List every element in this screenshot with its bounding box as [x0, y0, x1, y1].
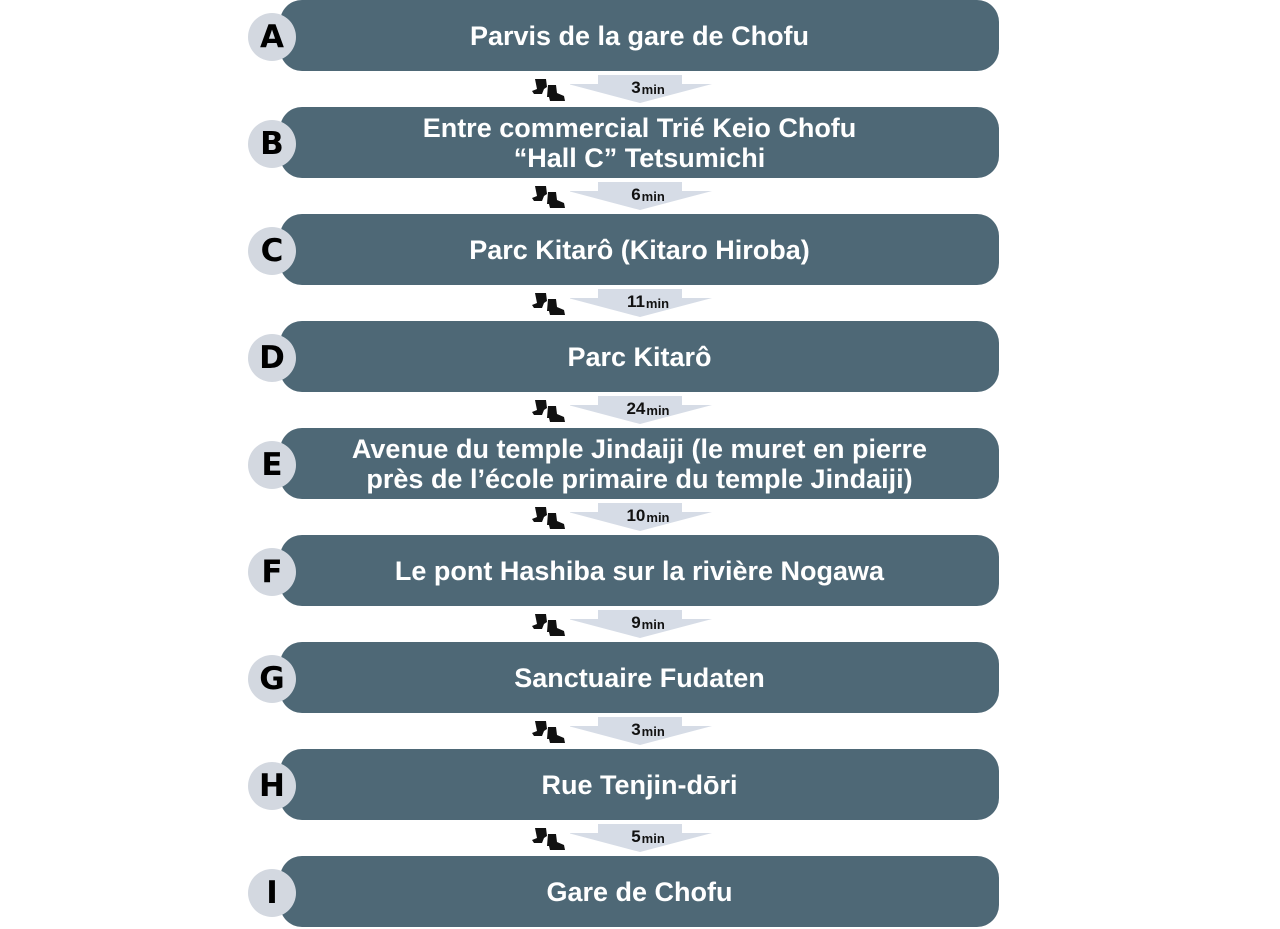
walking-footprints-icon — [530, 824, 570, 854]
stop-name — [567, 342, 711, 372]
stop-f-box — [280, 535, 999, 606]
stop-name — [469, 235, 810, 265]
duration-value: 6 — [631, 185, 641, 204]
shoe-back-shape — [532, 293, 547, 308]
stop-letter-badge: A — [248, 13, 296, 61]
shoe-back-shape — [532, 507, 547, 522]
stop-letter-badge: H — [248, 762, 296, 810]
stop-b-box — [280, 107, 999, 178]
stop-i-box — [280, 856, 999, 927]
duration-value: 3 — [631, 78, 641, 97]
walking-footprints-icon — [530, 503, 570, 533]
duration-unit: min — [645, 296, 670, 311]
shoe-back-shape — [532, 400, 547, 415]
stop-name — [395, 556, 884, 586]
duration-unit: min — [646, 510, 670, 525]
shoe-front-shape — [547, 834, 565, 850]
walk-duration — [598, 396, 698, 422]
duration-unit: min — [641, 189, 665, 204]
stop-name — [352, 434, 927, 494]
duration-value: 11 — [626, 292, 645, 311]
stop-name-line: Gare de Chofu — [546, 876, 733, 907]
duration-value: 9 — [631, 613, 641, 632]
walking-footprints-icon — [530, 396, 570, 426]
stop-letter-badge: C — [248, 227, 296, 275]
stop-name — [546, 877, 732, 907]
walk-leg-connector — [530, 396, 720, 426]
duration-value: 5 — [631, 827, 641, 846]
walk-duration — [598, 289, 698, 315]
duration-value: 3 — [631, 720, 641, 739]
walking-footprints-icon — [530, 717, 570, 747]
shoe-back-shape — [532, 721, 547, 736]
duration-unit: min — [641, 82, 665, 97]
walk-leg-connector — [530, 610, 720, 640]
shoe-front-shape — [547, 727, 565, 743]
stop-h-box — [280, 749, 999, 820]
stop-name-line: Entre commercial Trié Keio Chofu — [422, 112, 857, 143]
duration-unit: min — [641, 617, 665, 632]
stop-letter-badge: I — [248, 869, 296, 917]
shoe-back-shape — [532, 614, 547, 629]
shoe-back-shape — [532, 79, 547, 94]
walk-leg-connector — [530, 75, 720, 105]
stop-name — [470, 21, 809, 51]
duration-unit: min — [641, 831, 665, 846]
stop-name-line: Parc Kitarô (Kitaro Hiroba) — [469, 234, 810, 265]
stop-letter-badge: F — [248, 548, 296, 596]
walk-duration — [598, 824, 698, 850]
walking-footprints-icon — [530, 610, 570, 640]
walk-duration — [598, 610, 698, 636]
stop-name-line: Parc Kitarô — [567, 341, 712, 372]
stop-name — [514, 663, 765, 693]
walk-leg-connector — [530, 289, 720, 319]
duration-unit: min — [646, 403, 670, 418]
stop-name-line: Sanctuaire Fudaten — [514, 662, 765, 693]
walking-footprints-icon — [530, 182, 570, 212]
stop-name-line: Rue Tenjin-dōri — [541, 769, 738, 800]
duration-value: 10 — [626, 506, 646, 525]
shoe-front-shape — [547, 192, 565, 208]
shoe-front-shape — [547, 85, 565, 101]
walk-duration — [598, 75, 698, 101]
shoe-back-shape — [532, 828, 547, 843]
stop-letter-badge: D — [248, 334, 296, 382]
walk-leg-connector — [530, 717, 720, 747]
shoe-front-shape — [547, 513, 565, 529]
stop-name-line: “Hall C” Tetsumichi — [513, 142, 766, 173]
stop-e-box — [280, 428, 999, 499]
walk-leg-connector — [530, 503, 720, 533]
stop-letter-badge: B — [248, 120, 296, 168]
shoe-front-shape — [547, 620, 565, 636]
shoe-back-shape — [532, 186, 547, 201]
stop-letter-badge: G — [248, 655, 296, 703]
stop-name-line: Parvis de la gare de Chofu — [469, 20, 810, 51]
stop-name-line: Avenue du temple Jindaiji (le muret en pierre — [351, 433, 928, 464]
shoe-front-shape — [547, 406, 565, 422]
walk-duration — [598, 717, 698, 743]
stop-c-box — [280, 214, 999, 285]
walking-footprints-icon — [530, 75, 570, 105]
walk-duration — [598, 182, 698, 208]
stop-letter-badge: E — [248, 441, 296, 489]
walk-leg-connector — [530, 824, 720, 854]
duration-value: 24 — [626, 399, 646, 418]
walk-leg-connector — [530, 182, 720, 212]
stop-a-box — [280, 0, 999, 71]
stop-g-box — [280, 642, 999, 713]
walking-footprints-icon — [530, 289, 570, 319]
stop-name — [542, 770, 738, 800]
walk-duration — [598, 503, 698, 529]
stop-d-box — [280, 321, 999, 392]
shoe-front-shape — [547, 299, 565, 315]
stop-name — [423, 113, 857, 173]
stop-name-line: près de l’école primaire du temple Jindaiji) — [366, 463, 913, 494]
stop-name-line: Le pont Hashiba sur la rivière Nogawa — [394, 555, 885, 586]
duration-unit: min — [641, 724, 665, 739]
